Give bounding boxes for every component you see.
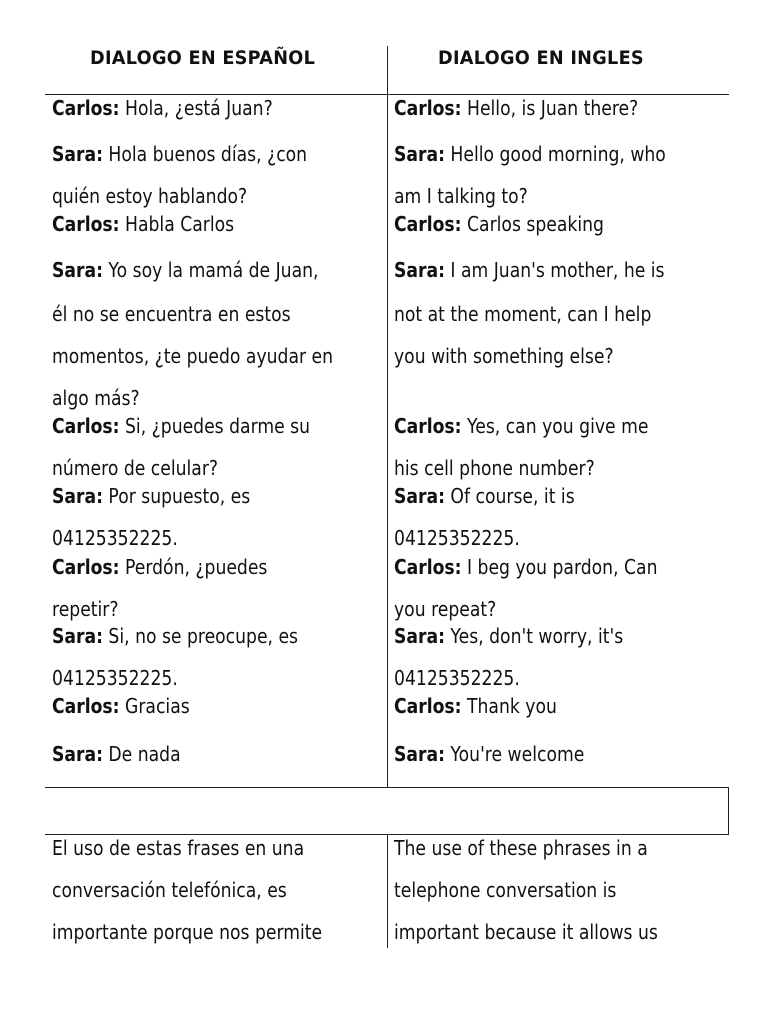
english-column-header: DIALOGO EN INGLES [438, 47, 644, 69]
spanish-dialogue-line [52, 624, 298, 648]
english-dialogue-line [394, 212, 604, 236]
dialogue-text: repetir? [52, 597, 119, 621]
spanish-column-header: DIALOGO EN ESPAÑOL [90, 47, 316, 69]
english-paragraph-line: The use of these phrases in a [394, 836, 648, 860]
spanish-dialogue-line [52, 302, 291, 326]
english-dialogue-line [394, 258, 665, 282]
dialogue-text: Of course, it is [444, 484, 575, 508]
dialogue-text: Hello good morning, who [444, 142, 666, 166]
speaker-label: Sara: [394, 742, 445, 766]
dialogue-text: Gracias [119, 694, 190, 718]
speaker-label: Carlos: [394, 694, 462, 718]
dialogue-text: 04125352225. [394, 526, 520, 550]
english-dialogue-line [394, 484, 575, 508]
english-dialogue-line [394, 597, 496, 621]
english-paragraph-line: important because it allows us [394, 920, 658, 944]
dialogue-text: Perdón, ¿puedes [119, 555, 268, 579]
spanish-dialogue-line [52, 597, 119, 621]
english-paragraph-line: telephone conversation is [394, 878, 617, 902]
dialogue-text: am I talking to? [394, 184, 528, 208]
speaker-label: Sara: [394, 624, 445, 648]
speaker-label: Carlos: [52, 212, 120, 236]
speaker-label: Carlos: [394, 212, 462, 236]
english-dialogue-line [394, 666, 520, 690]
english-dialogue-line [394, 742, 584, 766]
spanish-dialogue-line [52, 344, 333, 368]
dialogue-text: you with something else? [394, 344, 614, 368]
dialogue-text: Habla Carlos [119, 212, 235, 236]
column-divider-bottom [387, 835, 388, 948]
speaker-label: Carlos: [52, 414, 120, 438]
english-dialogue-line [394, 694, 557, 718]
dialogue-text: 04125352225. [394, 666, 520, 690]
dialogue-text: Yes, don't worry, it's [444, 624, 624, 648]
spanish-dialogue-line [52, 484, 250, 508]
english-dialogue-line [394, 456, 595, 480]
dialogue-text: Por supuesto, es [102, 484, 251, 508]
english-dialogue-line [394, 344, 614, 368]
dialogue-text: él no se encuentra en estos [52, 302, 291, 326]
spanish-dialogue-line [52, 742, 181, 766]
dialogue-text: Hello, is Juan there? [461, 96, 639, 120]
header-rule [45, 94, 729, 95]
dialogue-text: 04125352225. [52, 666, 178, 690]
speaker-label: Sara: [52, 484, 103, 508]
dialogue-text: I am Juan's mother, he is [444, 258, 665, 282]
dialogue-text: momentos, ¿te puedo ayudar en [52, 344, 334, 368]
dialogue-text: Si, ¿puedes darme su [119, 414, 311, 438]
speaker-label: Sara: [52, 742, 103, 766]
english-dialogue-line [394, 302, 651, 326]
spanish-dialogue-line [52, 184, 247, 208]
dialogue-text: De nada [102, 742, 181, 766]
spanish-dialogue-line [52, 414, 310, 438]
dialogue-text: You're welcome [444, 742, 585, 766]
spanish-dialogue-line [52, 212, 234, 236]
english-dialogue-line [394, 142, 666, 166]
dialogue-text: Hola buenos días, ¿con [102, 142, 308, 166]
speaker-label: Carlos: [394, 96, 462, 120]
dialogue-text: I beg you pardon, Can [461, 555, 658, 579]
speaker-label: Carlos: [52, 694, 120, 718]
english-dialogue-line [394, 624, 623, 648]
dialogue-text: Si, no se preocupe, es [102, 624, 299, 648]
dialogue-text: algo más? [52, 386, 140, 410]
speaker-label: Sara: [394, 142, 445, 166]
spanish-dialogue-line [52, 555, 267, 579]
dialogue-text: quién estoy hablando? [52, 184, 248, 208]
spanish-dialogue-line [52, 456, 218, 480]
dialogue-text: 04125352225. [52, 526, 178, 550]
dialogue-text: Yes, can you give me [461, 414, 649, 438]
dialogue-text: his cell phone number? [394, 456, 595, 480]
spanish-dialogue-line [52, 386, 140, 410]
speaker-label: Carlos: [52, 96, 120, 120]
dialogue-text: Yo soy la mamá de Juan, [102, 258, 319, 282]
english-dialogue-line [394, 414, 648, 438]
separator-right-rule [728, 787, 729, 835]
spanish-dialogue-line [52, 142, 307, 166]
dialogue-text: número de celular? [52, 456, 219, 480]
spanish-dialogue-line [52, 694, 190, 718]
dialogue-text: not at the moment, can I help [394, 302, 652, 326]
spanish-dialogue-line [52, 666, 178, 690]
spanish-paragraph-line: El uso de estas frases en una [52, 836, 305, 860]
speaker-label: Sara: [394, 484, 445, 508]
spanish-dialogue-line [52, 526, 178, 550]
speaker-label: Carlos: [394, 555, 462, 579]
english-dialogue-line [394, 555, 657, 579]
dialogue-text: Thank you [461, 694, 557, 718]
dialogue-text: Carlos speaking [461, 212, 604, 236]
speaker-label: Carlos: [394, 414, 462, 438]
spanish-dialogue-line [52, 96, 273, 120]
spanish-paragraph-line: importante porque nos permite [52, 920, 323, 944]
spanish-paragraph-line: conversación telefónica, es [52, 878, 287, 902]
separator-top-rule [45, 787, 729, 788]
dialogue-text: Hola, ¿está Juan? [119, 96, 273, 120]
speaker-label: Carlos: [52, 555, 120, 579]
column-divider-top [387, 46, 388, 787]
english-dialogue-line [394, 184, 528, 208]
speaker-label: Sara: [52, 624, 103, 648]
speaker-label: Sara: [394, 258, 445, 282]
speaker-label: Sara: [52, 258, 103, 282]
english-dialogue-line [394, 526, 520, 550]
english-dialogue-line [394, 96, 638, 120]
dialogue-text: you repeat? [394, 597, 497, 621]
speaker-label: Sara: [52, 142, 103, 166]
spanish-dialogue-line [52, 258, 318, 282]
